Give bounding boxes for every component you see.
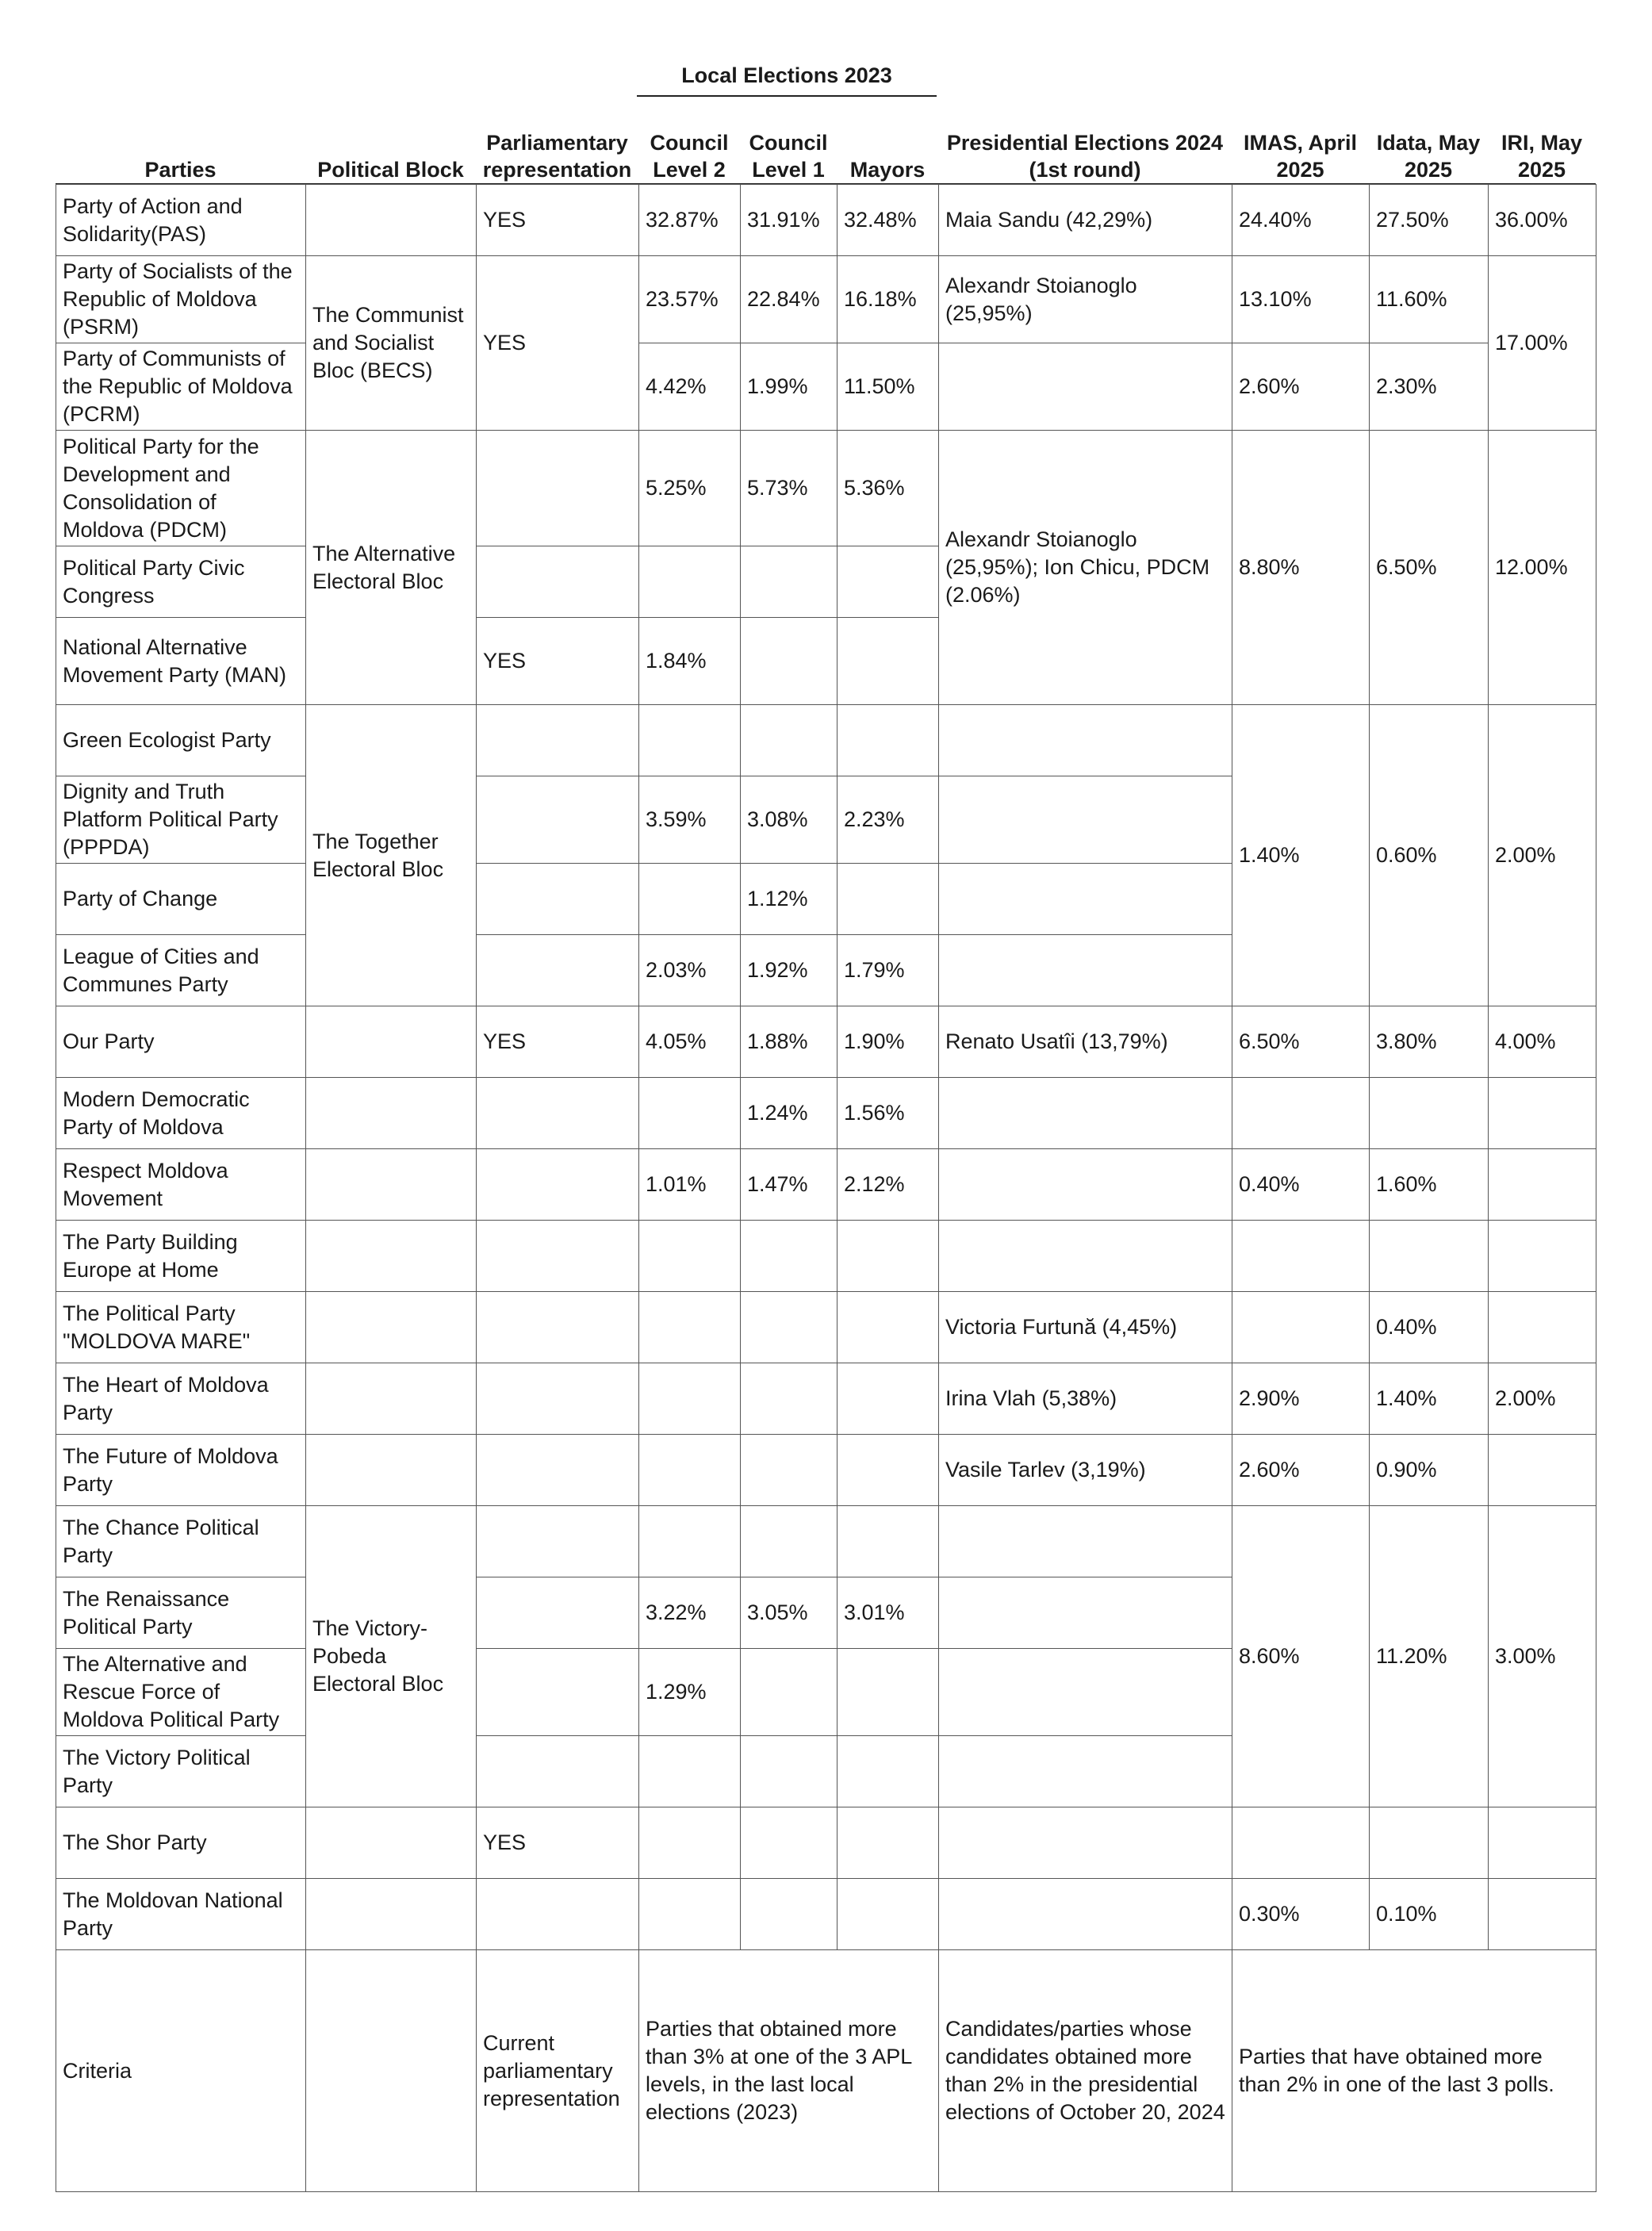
council-level-2-cell: 32.87% [639,185,741,256]
council-level-2-cell [639,1736,741,1807]
table-row [56,1506,1596,1577]
political-block [306,1950,477,2192]
imas-cell: 6.50% [1232,1006,1370,1078]
iri-cell [1489,1078,1596,1149]
council-level-2-cell: 1.84% [639,618,741,705]
header-idata: Idata, May 2025 [1376,131,1481,182]
party-name: Party of Action and Solidarity(PAS) [56,185,306,256]
parliamentary-cell [477,546,639,618]
mayors-cell: 16.18% [837,256,939,343]
header-parliamentary: Parliamentary representation [482,131,632,182]
imas-cell: 2.90% [1232,1363,1370,1435]
party-name: Green Ecologist Party [56,705,306,776]
parliamentary-cell: YES [477,618,639,705]
party-name: Party of Socialists of the Republic of Moldova (PSRM) [56,256,306,343]
political-block: The Victory-Pobeda Electoral Bloc [306,1506,477,1807]
criteria-row [56,1950,1596,2192]
parliamentary-cell [477,1435,639,1506]
council-level-1-cell: 3.05% [741,1577,837,1649]
iri-cell [1489,1149,1596,1221]
presidential-cell: Irina Vlah (5,38%) [939,1363,1232,1435]
party-name: The Party Building Europe at Home [56,1221,306,1292]
council-level-1-cell: 5.73% [741,431,837,546]
mayors-cell [837,1221,939,1292]
council-level-1-cell [741,1221,837,1292]
header-presidential: Presidential Elections 2024 (1st round) [946,131,1224,182]
political-block [306,1807,477,1879]
council-level-2-cell [639,1879,741,1950]
header-council-level-2: Council Level 2 [650,131,729,182]
parliamentary-cell [477,1879,639,1950]
party-name: League of Cities and Communes Party [56,935,306,1006]
header-political-block: Political Block [317,158,464,182]
mayors-cell [837,1435,939,1506]
iri-cell: 3.00% [1489,1506,1596,1807]
presidential-cell [939,1078,1232,1149]
parliamentary-cell [477,1506,639,1577]
title-underline [637,95,937,97]
idata-cell: 0.90% [1370,1435,1489,1506]
party-name: Political Party for the Development and Consolidation of Moldova (PDCM) [56,431,306,546]
council-level-2-cell [639,1221,741,1292]
mayors-cell: 2.12% [837,1149,939,1221]
party-name: Modern Democratic Party of Moldova [56,1078,306,1149]
idata-cell: 0.60% [1370,705,1489,1006]
iri-cell: 36.00% [1489,185,1596,256]
presidential-cell [939,1221,1232,1292]
imas-cell [1232,1221,1370,1292]
header-mayors: Mayors [849,158,926,182]
mayors-cell [837,1506,939,1577]
mayors-cell [837,864,939,935]
iri-cell [1489,1807,1596,1879]
idata-cell: 1.60% [1370,1149,1489,1221]
iri-cell [1489,1435,1596,1506]
council-level-2-cell [639,1078,741,1149]
parliamentary-cell [477,705,639,776]
party-name: Our Party [56,1006,306,1078]
imas-cell [1232,1807,1370,1879]
political-block [306,1363,477,1435]
iri-cell [1489,1221,1596,1292]
presidential-cell [939,1649,1232,1736]
presidential-cell: Maia Sandu (42,29%) [939,185,1232,256]
parliamentary-cell [477,1736,639,1807]
idata-cell: 11.60% [1370,256,1489,343]
party-name: Political Party Civic Congress [56,546,306,618]
political-block [306,1292,477,1363]
mayors-cell [837,1736,939,1807]
header-council-level-1: Council Level 1 [749,131,828,182]
idata-cell [1370,1078,1489,1149]
mayors-cell: 3.01% [837,1577,939,1649]
party-name: The Renaissance Political Party [56,1577,306,1649]
council-level-2-cell: 5.25% [639,431,741,546]
party-name: The Moldovan National Party [56,1879,306,1950]
imas-cell: 2.60% [1232,343,1370,431]
party-name: The Political Party "MOLDOVA MARE" [56,1292,306,1363]
party-name: The Shor Party [56,1807,306,1879]
council-level-2-cell [639,546,741,618]
iri-cell [1489,1879,1596,1950]
mayors-cell: 1.79% [837,935,939,1006]
criteria-label: Criteria [56,1950,306,2192]
council-level-1-cell: 31.91% [741,185,837,256]
criteria-local-elections: Parties that obtained more than 3% at one of the 3 APL levels, in the last local elections (2023) [639,1950,939,2192]
council-level-2-cell [639,1435,741,1506]
party-name: The Chance Political Party [56,1506,306,1577]
political-block [306,1435,477,1506]
parties-table [56,184,1596,2192]
parliamentary-cell [477,1149,639,1221]
imas-cell [1232,1078,1370,1149]
political-block [306,1879,477,1950]
table-row [56,1006,1596,1078]
mayors-cell [837,1649,939,1736]
criteria-presidential: Candidates/parties whose candidates obtained more than 2% in the presidential elections of October 20, 2024 [939,1950,1232,2192]
party-name: Dignity and Truth Platform Political Party (PPPDA) [56,776,306,864]
presidential-cell [939,776,1232,864]
council-level-1-cell [741,1649,837,1736]
parliamentary-cell: YES [477,1006,639,1078]
imas-cell: 8.60% [1232,1506,1370,1807]
parliamentary-cell: YES [477,185,639,256]
table-header [56,127,1596,183]
imas-cell: 24.40% [1232,185,1370,256]
idata-cell [1370,1221,1489,1292]
mayors-cell [837,1807,939,1879]
iri-cell: 2.00% [1489,705,1596,1006]
parliamentary-cell [477,1221,639,1292]
parliamentary-cell: YES [477,256,639,431]
party-name: Party of Change [56,864,306,935]
presidential-cell: Victoria Furtună (4,45%) [939,1292,1232,1363]
party-name: National Alternative Movement Party (MAN) [56,618,306,705]
party-name: The Alternative and Rescue Force of Moldova Political Party [56,1649,306,1736]
political-block: The Together Electoral Bloc [306,705,477,1006]
table-row [56,1435,1596,1506]
table-row [56,185,1596,256]
parliamentary-cell [477,864,639,935]
iri-cell [1489,1292,1596,1363]
imas-cell [1232,1292,1370,1363]
party-name: Respect Moldova Movement [56,1149,306,1221]
council-level-2-cell: 23.57% [639,256,741,343]
council-level-1-cell: 1.24% [741,1078,837,1149]
council-level-2-cell: 1.29% [639,1649,741,1736]
table-row [56,256,1596,343]
council-level-1-cell: 1.92% [741,935,837,1006]
mayors-cell [837,705,939,776]
parliamentary-cell [477,1577,639,1649]
table-row [56,1149,1596,1221]
council-level-1-cell [741,1807,837,1879]
presidential-cell [939,1506,1232,1577]
presidential-cell [939,864,1232,935]
parliamentary-cell [477,776,639,864]
party-name: The Heart of Moldova Party [56,1363,306,1435]
council-level-2-cell: 4.42% [639,343,741,431]
presidential-cell: Alexandr Stoianoglo (25,95%) [939,256,1232,343]
presidential-cell [939,705,1232,776]
iri-cell: 12.00% [1489,431,1596,705]
idata-cell: 27.50% [1370,185,1489,256]
council-level-1-cell [741,1363,837,1435]
parliamentary-cell: YES [477,1807,639,1879]
idata-cell: 0.40% [1370,1292,1489,1363]
presidential-cell: Renato Usatîi (13,79%) [939,1006,1232,1078]
parliamentary-cell [477,935,639,1006]
mayors-cell: 11.50% [837,343,939,431]
presidential-cell [939,1807,1232,1879]
idata-cell: 0.10% [1370,1879,1489,1950]
council-level-1-cell: 1.99% [741,343,837,431]
iri-cell: 2.00% [1489,1363,1596,1435]
council-level-1-cell: 1.12% [741,864,837,935]
party-name: The Victory Political Party [56,1736,306,1807]
council-level-1-cell: 22.84% [741,256,837,343]
presidential-cell [939,1879,1232,1950]
parliamentary-cell [477,1649,639,1736]
council-level-1-cell [741,1435,837,1506]
presidential-cell [939,1149,1232,1221]
idata-cell: 1.40% [1370,1363,1489,1435]
mayors-cell [837,546,939,618]
council-level-1-cell: 1.47% [741,1149,837,1221]
mayors-cell: 2.23% [837,776,939,864]
political-block [306,1221,477,1292]
imas-cell: 0.40% [1232,1149,1370,1221]
mayors-cell [837,1363,939,1435]
council-level-2-cell [639,1506,741,1577]
party-name: Party of Communists of the Republic of Moldova (PCRM) [56,343,306,431]
council-level-2-cell [639,705,741,776]
council-level-2-cell: 2.03% [639,935,741,1006]
mayors-cell: 1.56% [837,1078,939,1149]
political-block [306,185,477,256]
council-level-2-cell: 3.59% [639,776,741,864]
political-block [306,1078,477,1149]
imas-cell: 0.30% [1232,1879,1370,1950]
table-row [56,1879,1596,1950]
header-parties: Parties [144,158,217,182]
idata-cell: 11.20% [1370,1506,1489,1807]
council-level-2-cell: 4.05% [639,1006,741,1078]
mayors-cell [837,1879,939,1950]
parliamentary-cell [477,1363,639,1435]
table-row [56,431,1596,546]
table-row [56,705,1596,776]
idata-cell [1370,1807,1489,1879]
council-level-1-cell: 3.08% [741,776,837,864]
mayors-cell [837,1292,939,1363]
imas-cell: 13.10% [1232,256,1370,343]
council-level-1-cell [741,1736,837,1807]
idata-cell: 6.50% [1370,431,1489,705]
political-block: The Alternative Electoral Bloc [306,431,477,705]
iri-cell: 4.00% [1489,1006,1596,1078]
council-level-2-cell [639,1807,741,1879]
header-imas: IMAS, April 2025 [1243,131,1357,182]
council-level-1-cell [741,618,837,705]
council-level-1-cell: 1.88% [741,1006,837,1078]
council-level-1-cell [741,1292,837,1363]
council-level-2-cell [639,1363,741,1435]
criteria-polls: Parties that have obtained more than 2% in one of the last 3 polls. [1232,1950,1596,2192]
local-elections-title: Local Elections 2023 [681,63,892,87]
mayors-cell: 32.48% [837,185,939,256]
idata-cell: 3.80% [1370,1006,1489,1078]
presidential-cell [939,1736,1232,1807]
presidential-cell: Vasile Tarlev (3,19%) [939,1435,1232,1506]
iri-cell: 17.00% [1489,256,1596,431]
table-row [56,1221,1596,1292]
parliamentary-cell [477,1292,639,1363]
table-row [56,1807,1596,1879]
council-level-1-cell [741,546,837,618]
mayors-cell: 5.36% [837,431,939,546]
presidential-cell [939,1577,1232,1649]
party-name: The Future of Moldova Party [56,1435,306,1506]
parliamentary-cell [477,431,639,546]
council-level-2-cell [639,864,741,935]
council-level-1-cell [741,1506,837,1577]
parliamentary-cell [477,1078,639,1149]
council-level-1-cell [741,1879,837,1950]
council-level-2-cell: 3.22% [639,1577,741,1649]
table-row [56,1363,1596,1435]
council-level-1-cell [741,705,837,776]
presidential-cell: Alexandr Stoianoglo (25,95%); Ion Chicu, PDCM (2.06%) [939,431,1232,705]
criteria-parliamentary: Current parliamentary representation [477,1950,639,2192]
table-row [56,343,1596,431]
idata-cell: 2.30% [1370,343,1489,431]
presidential-cell [939,935,1232,1006]
imas-cell: 1.40% [1232,705,1370,1006]
table-row [56,1292,1596,1363]
political-block [306,1149,477,1221]
imas-cell: 2.60% [1232,1435,1370,1506]
imas-cell: 8.80% [1232,431,1370,705]
mayors-cell: 1.90% [837,1006,939,1078]
political-block [306,1006,477,1078]
political-block: The Communist and Socialist Bloc (BECS) [306,256,477,431]
council-level-2-cell: 1.01% [639,1149,741,1221]
presidential-cell [939,343,1232,431]
header-iri: IRI, May 2025 [1501,131,1583,182]
table-row [56,1078,1596,1149]
council-level-2-cell [639,1292,741,1363]
mayors-cell [837,618,939,705]
